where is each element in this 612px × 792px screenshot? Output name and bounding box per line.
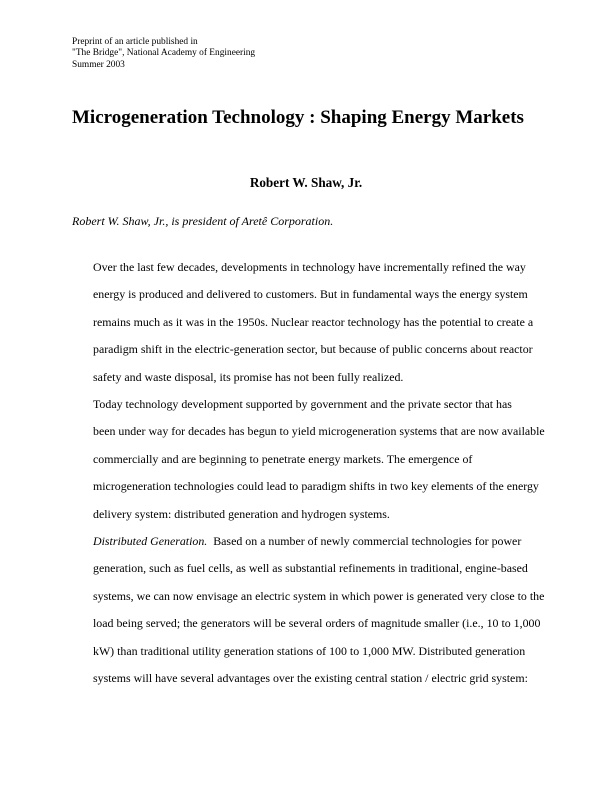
text-line: paradigm shift in the electric-generation sector, but because of public concerns about reactor xyxy=(93,342,533,357)
author-affiliation: Robert W. Shaw, Jr., is president of Aretê Corporation. xyxy=(72,214,334,228)
text-line: Over the last few decades, developments in technology have incrementally refined the way xyxy=(93,260,526,274)
preprint-line: "The Bridge", National Academy of Engineering xyxy=(72,48,256,59)
paragraph-3 xyxy=(72,528,545,692)
text-line: load being served; the generators will be several orders of magnitude smaller (i.e., 10 to 1,000 xyxy=(93,616,541,631)
text-line: systems will have several advantages over the existing central station / electric grid system: xyxy=(93,671,528,686)
section-lead-in: Distributed Generation. xyxy=(93,534,208,549)
preprint-line: Preprint of an article published in xyxy=(72,37,198,47)
article-title: Microgeneration Technology : Shaping Energy Markets xyxy=(72,107,524,128)
text-line: been under way for decades has begun to yield microgeneration systems that are now available xyxy=(93,424,545,439)
text-line: microgeneration technologies could lead to paradigm shifts in two key elements of the energy xyxy=(93,479,539,494)
text-line: generation, such as fuel cells, as well as substantial refinements in traditional, engine-based xyxy=(93,561,528,576)
text-line: safety and waste disposal, its promise has not been fully realized. xyxy=(93,369,404,384)
text-line: commercially and are beginning to penetrate energy markets. The emergence of xyxy=(93,451,473,466)
paragraph-1 xyxy=(72,254,540,391)
text-line: delivery system: distributed generation and hydrogen systems. xyxy=(93,506,390,521)
text-line-rest: Based on a number of newly commercial technologies for power xyxy=(207,534,522,549)
text-line: energy is produced and delivered to customers. But in fundamental ways the energy system xyxy=(93,287,528,302)
text-line: Today technology development supported by government and the private sector that has xyxy=(93,397,512,412)
text-line: remains much as it was in the 1950s. Nuclear reactor technology has the potential to create a xyxy=(93,314,534,329)
text-line: kW) than traditional utility generation stations of 100 to 1,000 MW. Distributed generation xyxy=(93,643,526,658)
preprint-line: Summer 2003 xyxy=(72,59,125,70)
text-line: systems, we can now envisage an electric system in which power is generated very close to the xyxy=(93,588,545,603)
article-body xyxy=(72,254,545,693)
paragraph-2 xyxy=(72,391,545,528)
text-line xyxy=(72,528,540,555)
author-name: Robert W. Shaw, Jr. xyxy=(249,175,363,190)
preprint-notice xyxy=(72,37,542,71)
